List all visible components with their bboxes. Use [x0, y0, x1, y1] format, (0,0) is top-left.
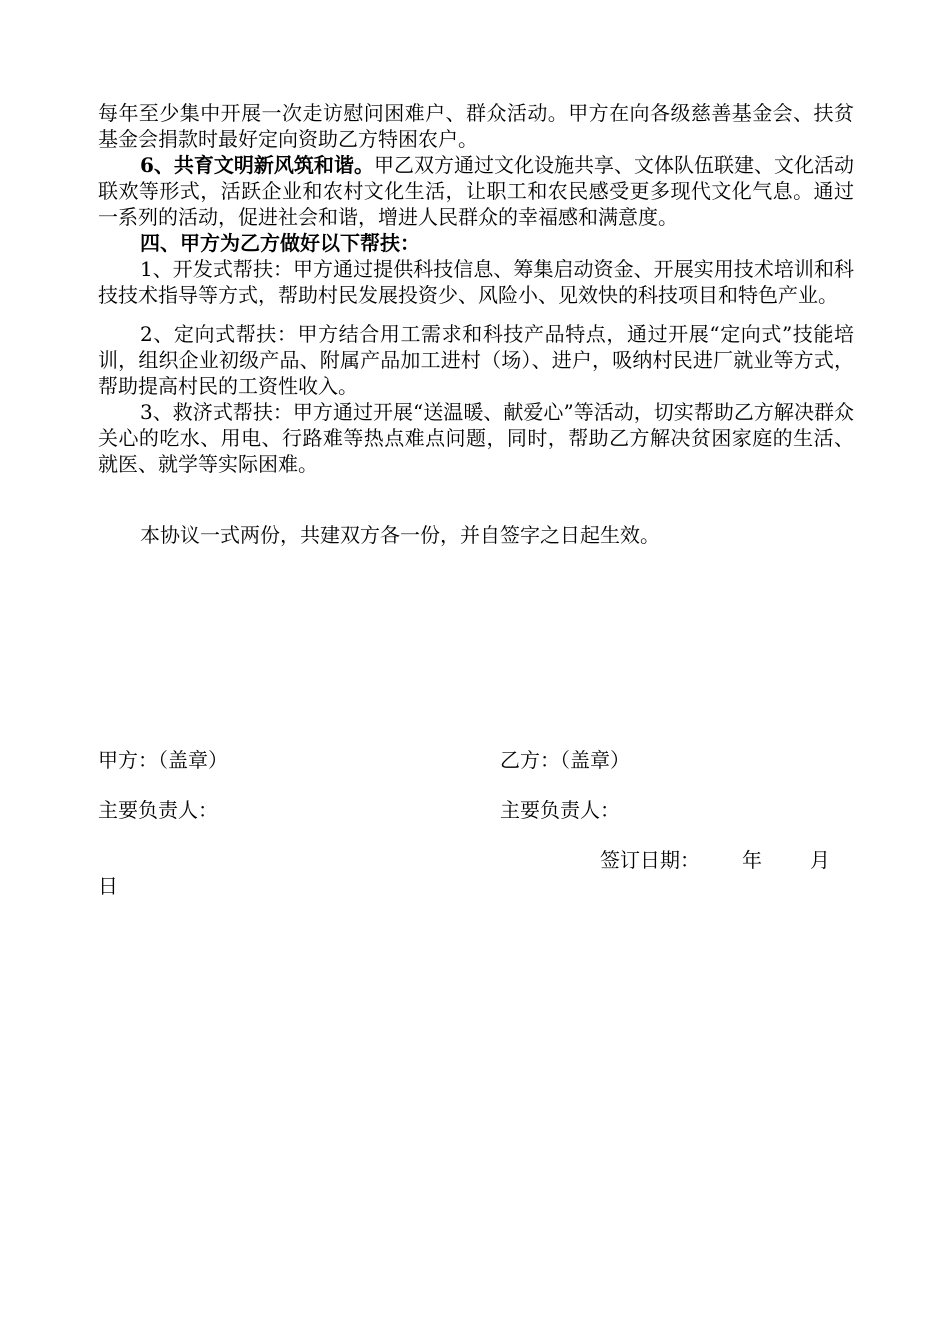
signing-date-label: 签订日期：	[600, 848, 700, 872]
paragraph-visits-text: 每年至少集中开展一次走访慰问困难户、群众活动。甲方在向各级慈善基金会、扶贫基金会捐款时最好定向资助乙方特困农户。	[98, 101, 854, 151]
signing-date-day: 日	[98, 874, 118, 898]
signing-date-year: 年	[742, 848, 762, 872]
paragraph-visits	[98, 100, 854, 152]
paragraph-civilization-heading: 6、共育文明新风筑和谐。	[140, 153, 374, 177]
list-item-targeted-aid	[98, 321, 854, 399]
party-b-head-label: 主要负责人：	[500, 798, 620, 822]
list-item-relief-aid	[98, 399, 854, 477]
list-item-relief-aid-text: 3、救济式帮扶：甲方通过开展“送温暖、献爱心”等活动，切实帮助乙方解决群众关心的吃水、用电、行路难等热点难点问题，同时，帮助乙方解决贫困家庭的生活、就医、就学等实际困难。	[98, 400, 854, 476]
list-item-targeted-aid-text: 2、定向式帮扶：甲方结合用工需求和科技产品特点，通过开展“定向式”技能培训，组织企业初级产品、附属产品加工进村（场）、进户，吸纳村民进厂就业等方式，帮助提高村民的工资性收入。	[98, 322, 854, 398]
list-item-development-aid	[98, 256, 854, 308]
closing-statement	[98, 522, 854, 548]
list-item-development-aid-text: 1、开发式帮扶：甲方通过提供科技信息、筹集启动资金、开展实用技术培训和科技技术指导等方式，帮助村民发展投资少、风险小、见效快的科技项目和特色产业。	[98, 257, 854, 307]
closing-statement-text: 本协议一式两份，共建双方各一份，并自签字之日起生效。	[140, 523, 660, 547]
section-four-heading-text: 四、甲方为乙方做好以下帮扶：	[140, 231, 420, 255]
paragraph-civilization-text: 甲乙双方通过文化设施共享、文体队伍联建、文化活动联欢等形式，活跃企业和农村文化生活，让职工和农民感受更多现代文化气息。通过一系列的活动，促进社会和谐，增进人民群众的幸福感和满意度。	[98, 153, 855, 229]
section-four-heading	[98, 230, 854, 256]
party-b-seal-label: 乙方：（盖章）	[500, 748, 630, 772]
signing-date-month: 月	[810, 848, 830, 872]
party-a-head-label: 主要负责人：	[98, 798, 218, 822]
party-a-seal-label: 甲方：（盖章）	[98, 748, 228, 772]
paragraph-civilization	[98, 152, 854, 230]
